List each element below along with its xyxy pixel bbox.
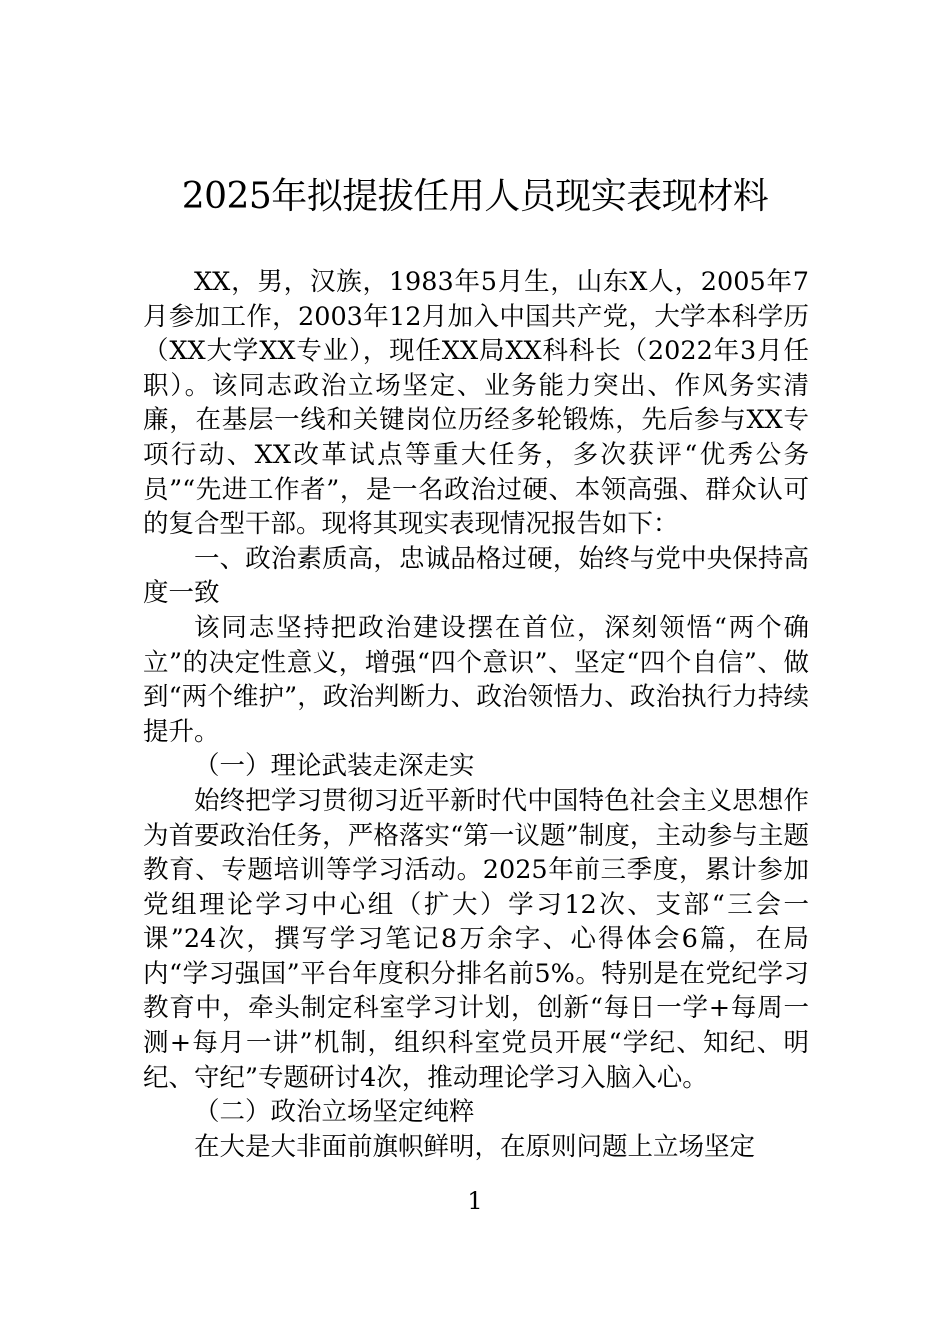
- heading-level-1: 一、政治素质高，忠诚品格过硬，始终与党中央保持高度一致: [143, 543, 809, 609]
- page-number: 1: [467, 1187, 483, 1215]
- paragraph-political: 该同志坚持把政治建设摆在首位，深刻领悟“两个确立”的决定性意义，增强“四个意识”、坚定“四个自信”、做到“两个维护”，政治判断力、政治领悟力、政治执行力持续提升。: [143, 612, 809, 747]
- document-title: 2025年拟提拔任用人员现实表现材料: [181, 176, 769, 217]
- document-body: [143, 265, 809, 1164]
- paragraph-intro: XX，男，汉族，1983年5月生，山东X人，2005年7月参加工作，2003年12月加入中国共产党，大学本科学历（XX大学XX专业），现任XX局XX科科长（2022年3月任职）。该同志政治立场坚定、业务能力突出、作风务实清廉，在基层一线和关键岗位历经多轮锻炼，先后参与XX专项行动、XX改革试点等重大任务，多次获评“优秀公务员”“先进工作者”，是一名政治过硬、本领高强、群众认可的复合型干部。现将其现实表现情况报告如下：: [143, 267, 809, 540]
- paragraph-theory: 始终把学习贯彻习近平新时代中国特色社会主义思想作为首要政治任务，严格落实“第一议题”制度，主动参与主题教育、专题培训等学习活动。2025年前三季度，累计参加党组理论学习中心组（扩大）学习12次、支部“三会一课”24次，撰写学习笔记8万余字、心得体会6篇，在局内“学习强国”平台年度积分排名前5%。特别是在党纪学习教育中，牵头制定科室学习计划，创新“每日一学+每周一测+每月一讲”机制，组织科室党员开展“学纪、知纪、明纪、守纪”专题研讨4次，推动理论学习入脑入心。: [143, 785, 809, 1093]
- heading-level-2-theory: （一）理论武装走深走实: [194, 751, 475, 782]
- heading-level-2-stance: （二）政治立场坚定纯粹: [194, 1097, 475, 1128]
- paragraph-stance: 在大是大非面前旗帜鲜明，在原则问题上立场坚定: [194, 1131, 756, 1162]
